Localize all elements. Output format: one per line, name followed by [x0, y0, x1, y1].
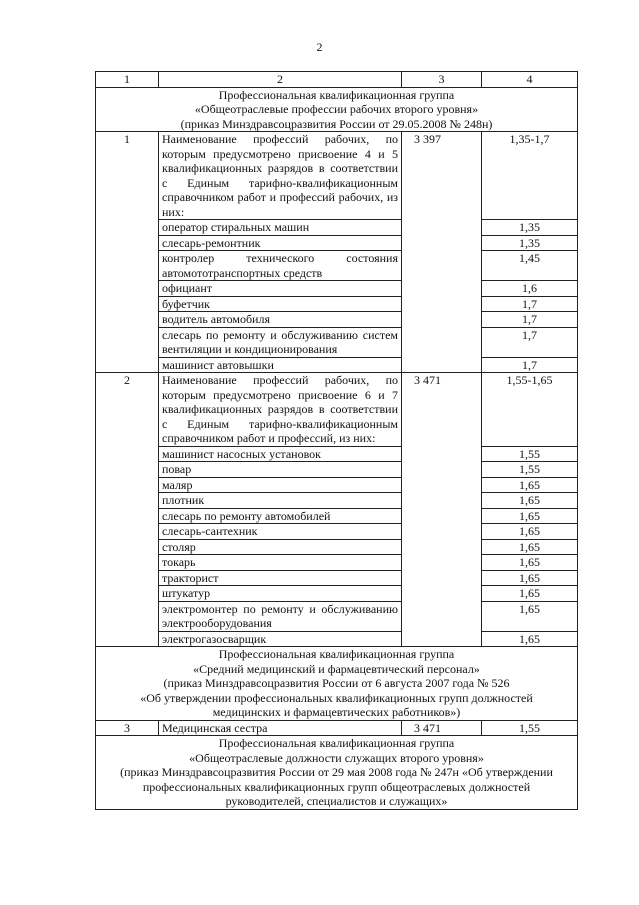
group-order: медицинских и фармацевтических работников») — [212, 705, 461, 719]
profession-name: слесарь по ремонту автомобилей — [159, 508, 402, 524]
profession-coefficient: 1,35 — [482, 220, 578, 236]
coefficient: 1,55 — [482, 720, 578, 736]
position-name: Медицинская сестра — [159, 720, 402, 736]
profession-row — [96, 462, 578, 478]
profession-row — [96, 357, 578, 373]
profession-coefficient: 1,65 — [482, 493, 578, 509]
column-number: 4 — [482, 72, 578, 88]
profession-name: машинист автовышки — [159, 357, 402, 373]
group-name: «Общеотраслевые профессии рабочих второго уровня» — [194, 102, 479, 116]
profession-row — [96, 327, 578, 357]
group-title: Профессиональная квалификационная группа — [218, 736, 455, 750]
base-salary: 3 397 — [402, 132, 482, 373]
profession-name: токарь — [159, 555, 402, 571]
profession-name: оператор стиральных машин — [159, 220, 402, 236]
profession-row — [96, 524, 578, 540]
profession-row — [96, 251, 578, 281]
group-heading — [96, 647, 578, 721]
column-number: 2 — [159, 72, 402, 88]
group-name: «Общеотраслевые должности служащих второго уровня» — [189, 750, 484, 765]
base-salary: 3 471 — [402, 373, 482, 647]
profession-name: машинист насосных установок — [159, 446, 402, 462]
profession-row — [96, 493, 578, 509]
profession-row — [96, 220, 578, 236]
profession-coefficient: 1,55 — [482, 446, 578, 462]
profession-name: слесарь-ремонтник — [159, 235, 402, 251]
profession-coefficient: 1,65 — [482, 539, 578, 555]
qualification-level-row — [96, 720, 578, 736]
profession-name: штукатур — [159, 586, 402, 602]
level-description: Наименование профессий рабочих, по которым предусмотрено присвоение 6 и 7 квалификационных разрядов в соответствии с Единым тарифно-квалификационным справочником работ и профессий, из них: — [159, 373, 402, 447]
group-title: Профессиональная квалификационная группа — [218, 87, 455, 102]
group-heading-row — [96, 647, 578, 721]
group-title: Профессиональная квалификационная группа — [218, 647, 455, 661]
profession-row — [96, 631, 578, 647]
group-heading-row — [96, 736, 578, 810]
profession-row — [96, 235, 578, 251]
column-number: 1 — [96, 72, 159, 88]
profession-row — [96, 539, 578, 555]
profession-row — [96, 281, 578, 297]
group-heading-row — [96, 87, 578, 132]
level-number: 2 — [96, 373, 159, 647]
profession-row — [96, 601, 578, 631]
group-order: (приказ Минздравсоцразвития России от 6 августа 2007 года № 526 — [163, 676, 510, 690]
profession-name: столяр — [159, 539, 402, 555]
profession-name: контролер технического состояния автомототранспортных средств — [159, 251, 402, 281]
profession-coefficient: 1,65 — [482, 555, 578, 571]
level-number: 1 — [96, 132, 159, 373]
group-order: (приказ Минздравсоцразвития России от 29.05.2008 № 248н) — [180, 116, 493, 131]
profession-coefficient: 1,65 — [482, 477, 578, 493]
profession-name: буфетчик — [159, 296, 402, 312]
profession-row — [96, 508, 578, 524]
group-order: «Об утверждении профессиональных квалификационных групп должностей — [140, 690, 533, 705]
profession-name: маляр — [159, 477, 402, 493]
profession-coefficient: 1,35 — [482, 235, 578, 251]
profession-coefficient: 1,6 — [482, 281, 578, 297]
profession-name: официант — [159, 281, 402, 297]
profession-name: тракторист — [159, 570, 402, 586]
profession-row — [96, 555, 578, 571]
salary-table — [95, 71, 578, 810]
profession-row — [96, 312, 578, 328]
profession-coefficient: 1,65 — [482, 570, 578, 586]
profession-coefficient: 1,7 — [482, 312, 578, 328]
column-number: 3 — [402, 72, 482, 88]
profession-coefficient: 1,55 — [482, 462, 578, 478]
profession-row — [96, 570, 578, 586]
profession-coefficient: 1,45 — [482, 251, 578, 281]
qualification-level-row — [96, 373, 578, 447]
group-heading — [96, 736, 578, 810]
profession-coefficient: 1,7 — [482, 296, 578, 312]
group-order: (приказ Минздравсоцразвития России от 29 мая 2008 года № 247н «Об утверждении — [120, 765, 553, 779]
profession-name: электрогазосварщик — [159, 631, 402, 647]
qualification-level-row — [96, 132, 578, 220]
column-numbers-row — [96, 72, 578, 88]
profession-name: водитель автомобиля — [159, 312, 402, 328]
group-heading — [96, 87, 578, 132]
profession-coefficient: 1,65 — [482, 508, 578, 524]
profession-name: повар — [159, 462, 402, 478]
profession-coefficient: 1,7 — [482, 327, 578, 357]
profession-row — [96, 477, 578, 493]
profession-row — [96, 296, 578, 312]
group-order: профессиональных квалификационных групп общеотраслевых должностей — [142, 779, 531, 794]
base-salary: 3 471 — [402, 720, 482, 736]
group-order: руководителей, специалистов и служащих» — [225, 794, 448, 808]
coefficient: 1,35-1,7 — [482, 132, 578, 220]
profession-name: плотник — [159, 493, 402, 509]
coefficient: 1,55-1,65 — [482, 373, 578, 447]
profession-name: электромонтер по ремонту и обслуживанию электрооборудования — [159, 601, 402, 631]
profession-coefficient: 1,65 — [482, 524, 578, 540]
profession-name: слесарь-сантехник — [159, 524, 402, 540]
profession-name: слесарь по ремонту и обслуживанию систем вентиляции и кондиционирования — [159, 327, 402, 357]
page-number: 2 — [316, 40, 323, 54]
profession-row — [96, 446, 578, 462]
profession-row — [96, 586, 578, 602]
profession-coefficient: 1,65 — [482, 601, 578, 631]
level-number: 3 — [96, 720, 159, 736]
profession-coefficient: 1,65 — [482, 586, 578, 602]
group-name: «Средний медицинский и фармацевтический персонал» — [193, 661, 480, 676]
level-description: Наименование профессий рабочих, по которым предусмотрено присвоение 4 и 5 квалификационных разрядов в соответствии с Единым тарифно-квалификационным справочником работ и профессий рабочих, из них: — [159, 132, 402, 220]
profession-coefficient: 1,65 — [482, 631, 578, 647]
profession-coefficient: 1,7 — [482, 357, 578, 373]
